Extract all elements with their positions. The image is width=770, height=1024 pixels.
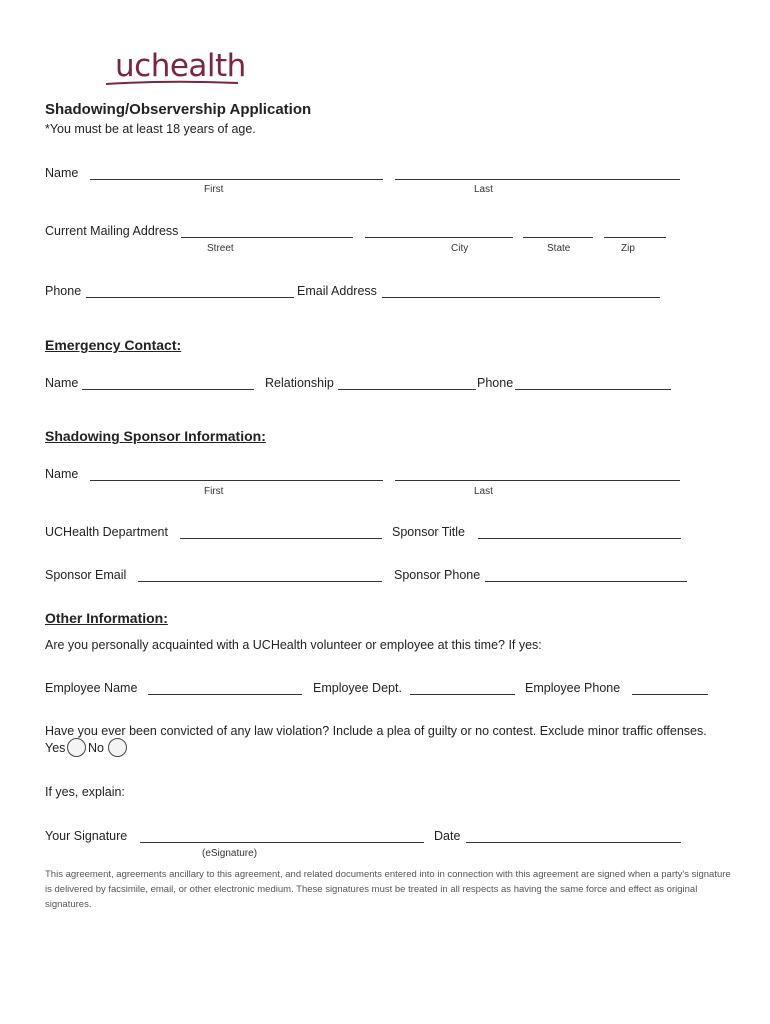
street-caption: Street <box>207 243 234 254</box>
sponsor-email-label: Sponsor Email <box>45 568 127 582</box>
emergency-phone-label: Phone <box>477 376 514 390</box>
page-title: Shadowing/Observership Application <box>45 101 312 118</box>
logo-swoosh-icon <box>100 50 250 90</box>
email-label: Email Address <box>297 284 377 298</box>
age-note: *You must be at least 18 years of age. <box>45 122 256 136</box>
emergency-name-label: Name <box>45 376 79 390</box>
zip-caption: Zip <box>621 243 635 254</box>
employee-name-label: Employee Name <box>45 681 138 695</box>
uchealth-logo <box>100 50 250 90</box>
date-field[interactable] <box>466 842 681 843</box>
other-heading: Other Information: <box>45 610 168 626</box>
sponsor-last-name-field[interactable] <box>395 480 680 481</box>
last-name-field[interactable] <box>395 179 680 180</box>
employee-phone-label: Employee Phone <box>525 681 621 695</box>
sponsor-first-name-field[interactable] <box>90 480 383 481</box>
first-caption: First <box>204 184 224 195</box>
sponsor-email-field[interactable] <box>138 581 382 582</box>
department-label: UCHealth Department <box>45 525 168 539</box>
disclaimer: This agreement, agreements ancillary to this agreement, and related documents entered into in connection with this agreement are signed when a party's signature is delivered by facsimile, email, or other electronic medium. These signatures must be treated in all respects as having the same force and effect as original signatures. <box>45 869 731 910</box>
sponsor-last-caption: Last <box>474 486 493 497</box>
emergency-name-field[interactable] <box>82 389 254 390</box>
explain-label: If yes, explain: <box>45 785 125 799</box>
address-label: Current Mailing Address <box>45 224 179 238</box>
no-radio[interactable] <box>108 738 127 757</box>
sponsor-phone-field[interactable] <box>485 581 687 582</box>
date-label: Date <box>434 829 461 843</box>
employee-name-field[interactable] <box>148 694 302 695</box>
phone-label: Phone <box>45 284 82 298</box>
name-label: Name <box>45 166 79 180</box>
no-label: No <box>88 741 104 755</box>
signature-label: Your Signature <box>45 829 128 843</box>
city-caption: City <box>451 243 469 254</box>
relationship-label: Relationship <box>265 376 334 390</box>
relationship-field[interactable] <box>338 389 476 390</box>
email-field[interactable] <box>382 297 660 298</box>
sponsor-name-label: Name <box>45 467 79 481</box>
yes-radio[interactable] <box>67 738 86 757</box>
employee-dept-label: Employee Dept. <box>313 681 402 695</box>
street-field[interactable] <box>181 237 353 238</box>
sponsor-title-label: Sponsor Title <box>392 525 465 539</box>
sponsor-heading: Shadowing Sponsor Information: <box>45 428 266 444</box>
department-field[interactable] <box>180 538 382 539</box>
sponsor-first-caption: First <box>204 486 224 497</box>
first-name-field[interactable] <box>90 179 383 180</box>
employee-phone-field[interactable] <box>632 694 708 695</box>
yes-label: Yes <box>45 741 66 755</box>
acquainted-question: Are you personally acquainted with a UCHealth volunteer or employee at this time? If yes: <box>45 638 542 652</box>
emergency-heading: Emergency Contact: <box>45 337 182 353</box>
logo-text: uchealth <box>115 48 246 84</box>
employee-dept-field[interactable] <box>410 694 515 695</box>
emergency-phone-field[interactable] <box>515 389 671 390</box>
zip-field[interactable] <box>604 237 666 238</box>
conviction-question: Have you ever been convicted of any law violation? Include a plea of guilty or no contest. Exclude minor traffic offenses. <box>45 724 707 738</box>
state-caption: State <box>547 243 571 254</box>
city-field[interactable] <box>365 237 513 238</box>
phone-field[interactable] <box>86 297 294 298</box>
sponsor-title-field[interactable] <box>478 538 681 539</box>
state-field[interactable] <box>523 237 593 238</box>
last-caption: Last <box>474 184 493 195</box>
signature-caption: (eSignature) <box>202 848 258 859</box>
signature-field[interactable] <box>140 842 424 843</box>
sponsor-phone-label: Sponsor Phone <box>394 568 481 582</box>
